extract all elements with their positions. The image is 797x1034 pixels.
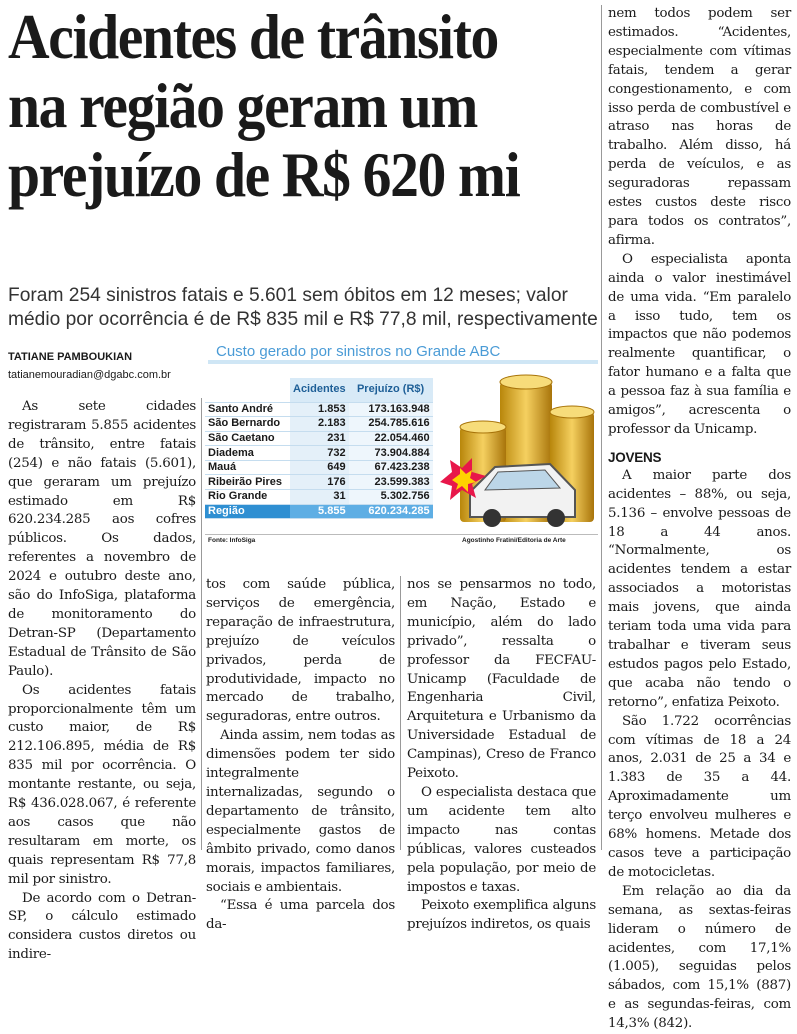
accident-count: 732	[290, 446, 349, 461]
deck-line-1: Foram 254 sinistros fatais e 5.601 sem óbitos em 12 meses; valor	[8, 285, 568, 306]
city-name: Mauá	[205, 460, 290, 475]
loss-value: 173.163.948	[349, 402, 433, 417]
table-row	[205, 490, 433, 505]
header-loss: Prejuízo (R$)	[349, 378, 433, 402]
paragraph: A maior parte dos acidentes – 88%, ou seja, 5.136 – envolve pessoas de 18 a 44 anos. “Normalmente, os acidentes tendem a estar associados a motoristas mais jovens, que ainda teriam toda uma vida para trabalhar e tiveram seus estudos pagos pelo Estado, que acaba não tendo o retorno”, enfatiza Peixoto.	[608, 467, 791, 710]
paragraph: O especialista aponta ainda o valor inestimável de uma vida. “Em paralelo a isso tudo, tem os impactos que não podemos realmente quantificar, o fator humano e a falta que a pessoa faz à sua família e amigos”, acrescenta o professor da Unicamp.	[608, 251, 791, 437]
accident-count: 231	[290, 431, 349, 446]
paragraph: Os acidentes fatais proporcionalmente têm um custo maior, de R$ 212.106.895, média de R$ 835 mil por ocorrência. O montante restante, ou seja, R$ 436.028.067, é referente aos casos que não resultaram em morte, os quais representam R$ 77,8 mil por sinistro.	[8, 682, 196, 887]
infographic-divider	[205, 534, 598, 535]
article-column-4	[608, 5, 791, 1034]
loss-value: 67.423.238	[349, 460, 433, 475]
accident-count: 1.853	[290, 402, 349, 417]
paragraph: Em relação ao dia da semana, as sextas-feiras lideram o número de acidentes, com 17,1% (1.005), seguidas pelos sábados, com 15,1% (887) e as segundas-feiras, com 14,3% (842).	[608, 883, 791, 1032]
infographic-source: Fonte: InfoSiga	[208, 537, 256, 544]
table-row	[205, 460, 433, 475]
paragraph: nos se pensarmos no todo, em Nação, Estado e município, além do lado privado”, ressalta o professor da FECFAU-Unicamp (Faculdade de Engenharia Civil, Arquitetura e Urbanismo da Universidade Estadual de Campinas), Creso de Franco Peixoto.	[407, 577, 596, 782]
paragraph: O especialista destaca que um acidente tem alto impacto nas contas públicas, valores custeados pela população, por meio de impostos e taxas.	[407, 784, 596, 895]
infographic-credit: Agostinho Fratini/Editoria de Arte	[462, 537, 566, 544]
paragraph: tos com saúde pública, serviços de emergência, reparação de infraestrutura, prejuízo de veículos privados, perda de produtividade, impacto no mercado de trabalho, seguradoras, entre outros.	[206, 577, 395, 725]
paragraph: nem todos podem ser estimados. “Acidentes, especialmente com vítimas fatais, tendem a gerar congestionamento, e com isso perda de combustível e atraso nas horas de trabalho. Além disso, há perda de veículos, e as seguradoras repassam estes custos deste risco para todos os contratos”, afirma.	[608, 6, 791, 248]
column-rule	[400, 576, 401, 850]
accident-count: 2.183	[290, 417, 349, 432]
table-row	[205, 417, 433, 432]
paragraph: Peixoto exemplifica alguns prejuízos indiretos, os quais	[407, 898, 596, 933]
headline-line-3: prejuízo de R$ 620 mi	[8, 139, 520, 210]
deck-line-2: médio por ocorrência é de R$ 835 mil e R$ 77,8 mil, respectivamente	[8, 309, 598, 330]
loss-value: 23.599.383	[349, 475, 433, 490]
loss-value: 254.785.616	[349, 417, 433, 432]
table-row	[205, 402, 433, 417]
paragraph: Ainda assim, nem todas as dimensões podem ter sido integralmente internalizadas, segundo o departamento de trânsito, especialmente gastos de âmbito privado, como danos morais, impactos familiares, sociais e ambientais.	[206, 728, 395, 895]
city-name: Santo André	[205, 402, 290, 417]
total-loss: 620.234.285	[349, 504, 433, 519]
column-rule	[201, 398, 202, 850]
city-name: São Caetano	[205, 431, 290, 446]
headline	[8, 2, 593, 209]
article-column-2	[206, 576, 395, 935]
table-row	[205, 475, 433, 490]
loss-value: 73.904.884	[349, 446, 433, 461]
section-heading: JOVENS	[608, 449, 662, 465]
author-email[interactable]: tatianemouradian@dgabc.com.br	[8, 369, 171, 381]
headline-line-1: Acidentes de trânsito	[8, 1, 498, 72]
city-name: Diadema	[205, 446, 290, 461]
article-column-3	[407, 576, 596, 935]
accident-count: 649	[290, 460, 349, 475]
city-name: Ribeirão Pires	[205, 475, 290, 490]
column-rule	[601, 5, 602, 850]
paragraph: “Essa é uma parcela dos da-	[206, 898, 395, 933]
table-total-row	[205, 504, 433, 519]
paragraph: As sete cidades registraram 5.855 acidentes de trânsito, entre fatais (254) e não fatais (5.601), que geraram um prejuízo estimado em R$ 620.234.285 aos cofres públicos. Os dados, referentes a novembro de 2024 e outubro deste ano, são do InfoSiga, plataforma de monitoramento do Detran-SP (Departamento Estadual de Trânsito de São Paulo).	[8, 399, 196, 679]
deck	[8, 284, 598, 332]
total-accidents: 5.855	[290, 504, 349, 519]
table-header-row	[205, 378, 433, 402]
accident-count: 176	[290, 475, 349, 490]
article-column-1	[8, 398, 196, 965]
loss-value: 5.302.756	[349, 490, 433, 505]
total-label: Região	[205, 504, 290, 519]
accident-count: 31	[290, 490, 349, 505]
paragraph: De acordo com o Detran-SP, o cálculo estimado considera custos diretos ou indire-	[8, 890, 196, 963]
city-name: São Bernardo	[205, 417, 290, 432]
header-accidents: Acidentes	[290, 378, 349, 402]
header-city	[205, 378, 290, 402]
city-name: Rio Grande	[205, 490, 290, 505]
accidents-cost-table	[205, 378, 433, 519]
table-row	[205, 446, 433, 461]
infographic-title: Custo gerado por sinistros no Grande ABC	[208, 344, 598, 360]
byline: TATIANE PAMBOUKIAN	[8, 351, 133, 363]
table-row	[205, 431, 433, 446]
paragraph: São 1.722 ocorrências com vítimas de 18 a 24 anos, 2.031 de 25 a 34 e 1.383 de 35 a 44. Aproximadamente um terço envolveu mulheres e 68% homens. Metade dos casos teve a participação de motocicletas.	[608, 713, 791, 880]
headline-line-2: na região geram um	[8, 70, 477, 141]
loss-value: 22.054.460	[349, 431, 433, 446]
